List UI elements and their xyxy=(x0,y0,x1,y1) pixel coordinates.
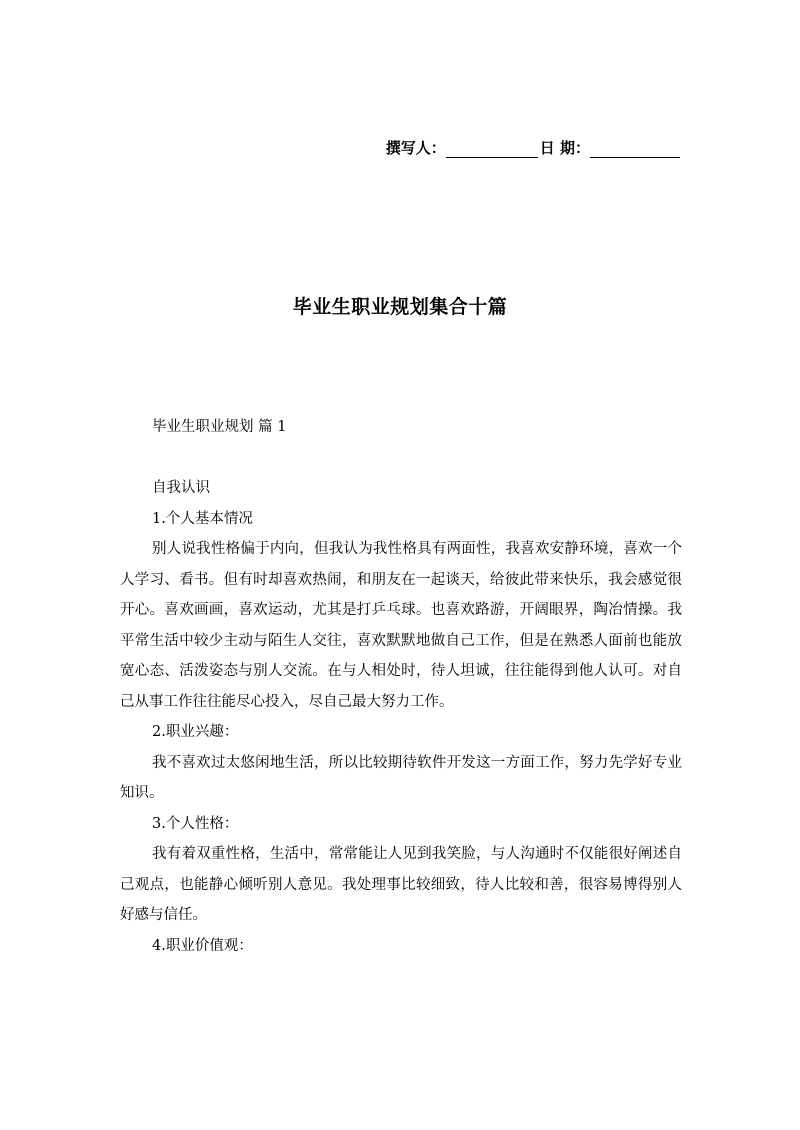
paragraph: 3.个人性格： xyxy=(152,815,239,832)
author-label: 撰写人： xyxy=(385,139,446,157)
date-blank xyxy=(590,141,680,158)
date-label: 日 期： xyxy=(539,139,590,157)
author-blank xyxy=(446,141,538,158)
author-date-line xyxy=(386,137,680,158)
section-heading: 毕业生职业规划 篇 1 xyxy=(152,419,287,435)
paragraph: 4.职业价值观： xyxy=(152,937,253,954)
paragraph: 我不喜欢过太悠闲地生活，所以比较期待软件开发这一方面工作，努力先学好专业知识。 xyxy=(120,754,682,801)
paragraph: 别人说我性格偏于内向，但我认为我性格具有两面性，我喜欢安静环境，喜欢一个人学习、看书。但有时却喜欢热闹，和朋友在一起谈天，给彼此带来快乐，我会感觉很开心。喜欢画画，喜欢运动，尤其是打乒乓球。也喜欢路游，开阔眼界，陶冶情操。我平常生活中较少主动与陌生人交往，喜欢默默地做自己工作，但是在熟悉人面前也能放宽心态、活泼姿态与别人交流。在与人相处时，待人坦诚，往往能得到他人认可。对自己从事工作往往能尽心投入，尽自己最大努力工作。 xyxy=(120,541,682,710)
paragraph: 我有着双重性格，生活中，常常能让人见到我笑脸，与人沟通时不仅能很好阐述自己观点，也能静心倾听别人意见。我处理事比较细致，待人比较和善，很容易博得别人好感与信任。 xyxy=(120,846,682,923)
paragraph: 2.职业兴趣： xyxy=(152,724,239,740)
document-title: 毕业生职业规划集合十篇 xyxy=(292,296,508,318)
paragraph: 1.个人基本情况 xyxy=(152,510,253,527)
document-body xyxy=(120,412,682,961)
paragraph: 自我认识 xyxy=(152,480,210,496)
